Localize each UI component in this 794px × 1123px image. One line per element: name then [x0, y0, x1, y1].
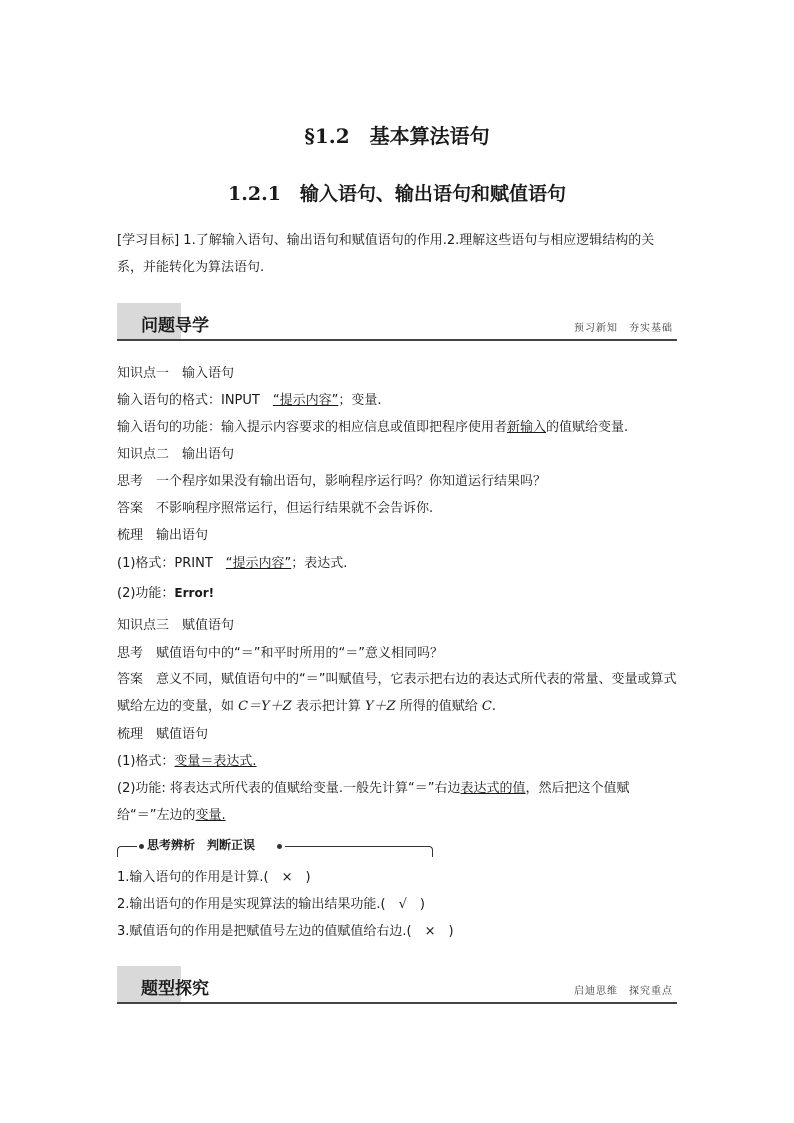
- objectives-text: 1.了解输入语句、输出语句和赋值语句的作用.2.理解这些语句与相应逻辑结构的关系，并能转化为算法语句.: [117, 233, 655, 275]
- kp3-answer-expr: Y＋Z: [364, 699, 396, 714]
- banner-subtitle: 预习新知 夯实基础: [574, 323, 673, 334]
- banner-label: 题型探究: [141, 979, 209, 999]
- kp3-answer-formula: C＝Y＋Z: [238, 699, 292, 714]
- kp3-answer: 答案 意义不同，赋值语句中的“＝”叫赋值号，它表示把右边的表达式所代表的常量、变量或算式赋给左边的变量，如 C＝Y＋Z 表示把计算 Y＋Z 所得的值赋给 C.: [117, 672, 677, 714]
- objectives-label: [学习目标]: [117, 233, 180, 248]
- kp3-function-blank2: 变量.: [195, 808, 226, 823]
- kp1-function-blank: 新输入: [507, 420, 547, 435]
- discern-item-3: 3.赋值语句的作用是把赋值号左边的值赋值给右边.( × ): [117, 924, 454, 939]
- kp2-sort: 梳理 输出语句: [117, 528, 209, 543]
- kp2-answer: 答案 不影响程序照常运行，但运行结果就不会告诉你.: [117, 501, 434, 516]
- kp2-think: 思考 一个程序如果没有输出语句，影响程序运行吗？你知道运行结果吗？: [117, 474, 547, 489]
- banner-subtitle: 启迪思维 探究重点: [574, 986, 673, 997]
- learning-objectives: [117, 227, 677, 281]
- kp1-heading: 知识点一 输入语句: [117, 366, 235, 381]
- kp2-format: (1)格式：PRINT “提示内容”；表达式.: [117, 556, 348, 571]
- kp1-function: 输入语句的功能：输入提示内容要求的相应信息或值即把程序使用者新输入的值赋给变量.: [117, 420, 629, 435]
- subsection-title: 1.2.1 输入语句、输出语句和赋值语句: [228, 183, 566, 205]
- kp3-format-blank: 变量＝表达式.: [174, 754, 257, 769]
- kp3-function: (2)功能: 将表达式所代表的值赋给变量.一般先计算“＝”右边表达式的值，然后把这个值赋给“＝”左边的变量.: [117, 781, 630, 823]
- discern-item-2: 2.输出语句的作用是实现算法的输出结果功能.( √ ): [117, 897, 425, 912]
- kp3-sort: 梳理 赋值语句: [117, 727, 209, 742]
- banner-label: 问题导学: [141, 316, 209, 336]
- kp2-function-value: Error!: [174, 586, 215, 600]
- kp3-format: (1)格式：变量＝表达式.: [117, 754, 257, 769]
- kp2-function: (2)功能：Error!: [117, 586, 215, 601]
- banner-question-types: [117, 966, 677, 1004]
- kp3-think: 思考 赋值语句中的“＝”和平时所用的“＝”意义相同吗？: [117, 646, 443, 661]
- discern-item-1: 1.输入语句的作用是计算.( × ): [117, 870, 311, 885]
- kp1-format-blank: “提示内容”: [272, 393, 339, 408]
- kp3-function-blank1: 表达式的值: [460, 781, 526, 796]
- discern-label: 思考辨析 判断正误: [147, 838, 256, 852]
- kp2-heading: 知识点二 输出语句: [117, 447, 235, 462]
- kp3-answer-var: C: [481, 699, 492, 714]
- kp1-format: 输入语句的格式：INPUT “提示内容”；变量.: [117, 393, 382, 408]
- kp2-format-blank: “提示内容”: [225, 556, 292, 571]
- banner-problem-guide: [117, 303, 677, 341]
- section-title: §1.2 基本算法语句: [304, 124, 490, 148]
- discern-box-header: [117, 836, 433, 856]
- kp3-heading: 知识点三 赋值语句: [117, 618, 235, 633]
